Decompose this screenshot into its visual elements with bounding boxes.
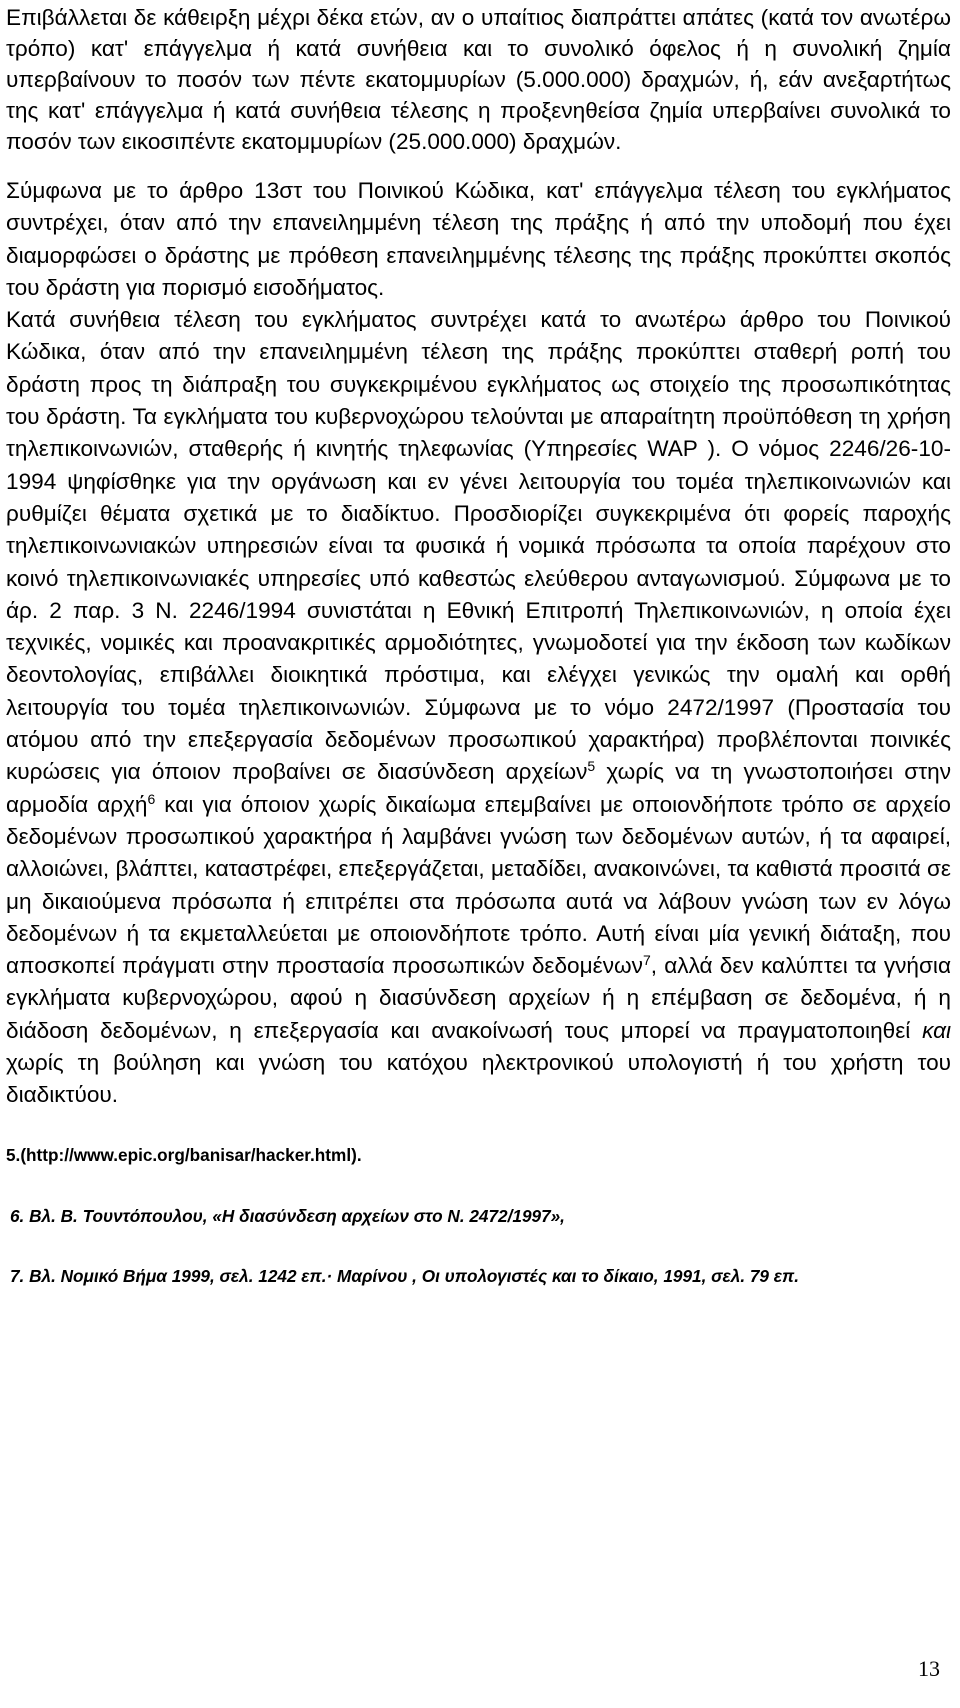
footnote-ref-7[interactable]: 7 [642, 952, 651, 969]
paragraph-penalty-fraud: Επιβάλλεται δε κάθειρξη μέχρι δέκα ετών, αν ο υπαίτιος διαπράττει απάτες (κατά τον ανωτέρω τρόπο) κατ' επάγγελμα ή κατά συνήθεια και το συνολικό όφελος ή η συνολική ζημία υπερβαίνουν το ποσόν των πέντε εκατομμυρίων (5.000.000) δραχμών, ή, εάν ανεξαρτήτως της κατ' επάγγελμα ή κατά συνήθεια τέλεσης η προξενηθείσα ζημία υπερβαίνει συνολικά το ποσόν των εικοσιπέντε εκατομμυρίων (25.000.000) δραχμών. [6, 5, 951, 154]
page-number: 13 [918, 1656, 940, 1681]
paragraph-text-segment: και για όποιον χωρίς δικαίωμα επεμβαίνει με οποιονδήποτε τρόπο σε αρχείο δεδομένων προσωπικού χαρακτήρα ή λαμβάνει γνώση των δεδομένων αυτών, ή τα αφαιρεί, αλλοιώνει, βλάπτει, καταστρέφει, επεξεργάζεται, μεταδίδει, ανακοινώνει, τα καθιστά προσιτά σε μη δικαιούμενα πρόσωπα ή επιτρέπει στα πρόσωπα αυτά να λάβουν γνώση των εν λόγω δεδομένων ή τα εκμεταλλεύεται με οποιονδήποτε τρόπο. Αυτή είναι μία γενική διάταξη, που αποσκοπεί πράγματι στην προστασία προσωπικών δεδομένων [6, 791, 951, 979]
footnote-ref-5[interactable]: 5 [587, 758, 596, 775]
footnote-5: 5.(http://www.epic.org/banisar/hacker.html). [6, 1144, 362, 1165]
footnote-6: 6. Βλ. Β. Τουντόπουλου, «Η διασύνδεση αρχείων στο Ν. 2472/1997», [10, 1205, 565, 1226]
footnotes-section [6, 1145, 951, 1290]
footnote-7: 7. Βλ. Νομικό Βήμα 1999, σελ. 1242 επ.· Μαρίνου , Οι υπολογιστές και το δίκαιο, 1991, σελ. 79 επ. [10, 1265, 799, 1286]
paragraph-text-segment: , αλλά δεν καλύπτει τα γνήσια εγκλήματα κυβερνοχώρου, αφού η διασύνδεση αρχείων ή η επέμβαση σε δεδομένα, ή η διάδοση δεδομένων, η επεξεργασία και ανακοίνωσή τους μπορεί να πραγματοποιηθεί [6, 953, 952, 1043]
italic-word: και [922, 1017, 951, 1043]
paragraph-text-segment: Κατά συνήθεια τέλεση του εγκλήματος συντρέχει κατά το ανωτέρω άρθρο του Ποινικού Κώδικα, όταν από την επανειλημμένη τέλεση της πράξης προκύπτει σταθερή ροπή του δράστη προς τη διάπραξη του συγκεκριμένου εγκλήματος ως στοιχείο της προσωπικότητας του δράστη. Τα εγκλήματα του κυβερνοχώρου τελούνται με απαραίτητη προϋπόθεση τη χρήση τηλεπικοινωνιών, σταθερής ή κινητής τηλεφωνίας (Υπηρεσίες WAP ). Ο νόμος 2246/26-10-1994 ψηφίσθηκε για την οργάνωση και εν γένει λειτουργία του τομέα τηλεπικοινωνιών και ρυθμίζει θέματα σχετικά με το διαδίκτυο. Προσδιορίζει συγκεκριμένα ότι φορείς παροχής τηλεπικοινωνιακών υπηρεσιών είναι τα φυσικά ή νομικά πρόσωπα τα οποία παρέχουν στο κοινό τηλεπικοινωνιακές υπηρεσίες υπό καθεστώς ελεύθερου ανταγωνισμού. Σύμφωνα με το άρ. 2 παρ. 3 Ν. 2246/1994 συνιστάται η Εθνική Επιτροπή Τηλεπικοινωνιών, η οποία έχει τεχνικές, νομικές και προανακριτικές αρμοδιότητες, γνωμοδοτεί για την έκδοση των κωδίκων δεοντολογίας, επιβάλλει διοικητικά πρόστιμα, και ελέγχει γενικώς την ομαλή και ορθή λειτουργία του τομέα τηλεπικοινωνιών. Σύμφωνα με το νόμο 2472/1997 (Προστασία του ατόμου από την επεξεργασία δεδομένων προσωπικού χαρακτήρα) προβλέπονται ποινικές κυρώσεις για όποιον προβαίνει σε διασύνδεση αρχείων [6, 307, 951, 785]
paragraph-professional-commission: Σύμφωνα με το άρθρο 13στ του Ποινικού Κώδικα, κατ' επάγγελμα τέλεση του εγκλήματος συντρέχει, όταν από την επανειλημμένη τέλεση της πράξης ή από την υποδομή που έχει διαμορφώσει ο δράστης με πρόθεση επανειλημμένης τέλεσης της πράξης προκύπτει σκοπός του δράστη για πορισμό εισοδήματος. [6, 178, 951, 300]
paragraph-text-segment: χωρίς τη βούληση και γνώση του κατόχου ηλεκτρονικού υπολογιστή ή του χρήστη του διαδικτύου. [6, 1050, 951, 1108]
paragraph-habitual-commission [6, 304, 951, 1111]
document-page [6, 2, 951, 1290]
paragraph-text-segment: χωρίς να τη γνωστοποιήσει στην αρμοδία αρχή [6, 759, 951, 817]
footnote-ref-6[interactable]: 6 [147, 790, 156, 807]
